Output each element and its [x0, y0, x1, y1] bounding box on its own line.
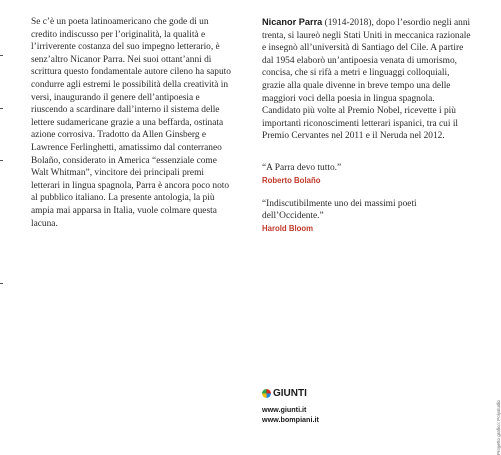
- publisher-links: [262, 405, 319, 425]
- margin-tick: [0, 283, 3, 284]
- synopsis-paragraph: Se c’è un poeta latinoamericano che gode di un credito indiscusso per l’originalità, la qualità e l’irriverente costanza del suo impegno letterario, è senz’altro Nicanor Parra. Nei suoi ottant’anni di scrittura questo fondamentale autore cileno ha saputo condurre agli estremi le possibilità della creatività in versi, inaugurando il genere dell’antipoesia e riuscendo a scardinare dall’interno il sistema delle lettere sudamericane grazie a una beffarda, ostinata azione corrosiva. Tradotto da Allen Ginsberg e Lawrence Ferlinghetti, amatissimo dal conterraneo Bolaño, considerato in America “essenziale come Walt Whitman”, vincitore dei principali premi letterari in lingua spagnola, Parra è ancora poco noto al pubblico italiano. La presente antologia, la più ampia mai apparsa in Italia, vuole colmare questa lacuna.: [31, 17, 231, 229]
- quote-block: [262, 162, 474, 185]
- margin-tick: [0, 55, 3, 56]
- quote-text: “A Parra devo tutto.”: [262, 163, 342, 173]
- author-bio-text: (1914-2018), dopo l’esordio negli anni trenta, si laureò negli Stati Uniti in meccanica razionale e insegnò all’università di Santiago del Cile. A partire dal 1954 elaborò un’antipoesia venata di umorismo, concisa, che si rifà a metri e linguaggi colloquiali, grazie alla quale divenne in breve tempo una delle maggiori voci della poesia in lingua spagnola. Candidato più volte al Premio Nobel, ricevette i più importanti riconoscimenti letterari ispanici, tra cui il Premio Cervantes nel 2011 e il Neruda nel 2012.: [262, 18, 471, 142]
- quote-text: “Indiscutibilmente uno dei massimi poeti dell’Occidente.”: [262, 199, 417, 221]
- quote-author: Harold Bloom: [262, 224, 314, 233]
- quote-author: Roberto Bolaño: [262, 176, 321, 185]
- website-link-giunti[interactable]: www.giunti.it: [262, 405, 307, 414]
- publisher-logo: [262, 388, 307, 399]
- author-bio-column: [262, 16, 474, 143]
- author-name: Nicanor Parra: [262, 17, 323, 27]
- author-bio: [262, 16, 474, 143]
- publisher-logo-text: GIUNTI: [273, 388, 307, 399]
- website-link-bompiani[interactable]: www.bompiani.it: [262, 415, 319, 424]
- margin-tick: [0, 160, 3, 161]
- giunti-logo-icon: [262, 389, 271, 398]
- design-credit: Progetto grafico: Polystudio: [496, 400, 501, 455]
- margin-tick: [0, 108, 3, 109]
- quote-block: [262, 198, 474, 233]
- synopsis-column: [31, 16, 231, 230]
